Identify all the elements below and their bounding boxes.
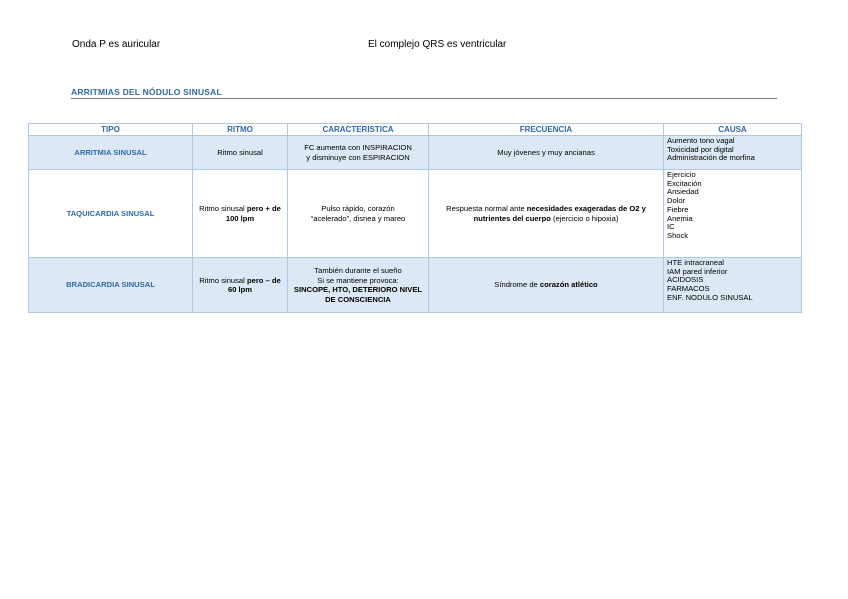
caracteristica-line: Pulso rápido, corazón [321,204,395,213]
header-frecuencia: FRECUENCIA [429,124,664,136]
causa-item: Aumento tono vagal [667,136,735,145]
note-p-wave: Onda P es auricular [72,39,161,50]
ritmo-emphasis: pero – de 60 lpm [227,275,281,294]
caracteristica-line: También durante el sueño [314,266,402,275]
cell-causa [664,136,802,170]
table-row [29,258,802,313]
causa-item: Shock [667,230,689,240]
table-row [29,136,802,170]
cell-tipo: TAQUICARDIA SINUSAL [29,170,193,258]
cell-caracteristica [288,258,429,313]
causa-item: Anemia [667,213,693,223]
causa-item: Excitación [667,178,702,188]
arrhythmia-table [28,123,802,313]
cell-caracteristica [288,170,429,258]
causa-item: ENF. NODULO SINUSAL [667,292,753,302]
cell-causa [664,258,802,313]
frecuencia-emphasis: corazón atlético [539,280,598,290]
cell-frecuencia [429,258,664,313]
causa-item: Ansiedad [667,187,699,197]
ritmo-text: Ritmo sinusal [199,204,247,213]
header-tipo: TIPO [29,124,193,136]
frecuencia-text: Respuesta normal ante [446,204,527,213]
causa-item: Administración de morfina [667,153,755,163]
ritmo-emphasis: pero + de 100 lpm [225,204,281,223]
cell-tipo: ARRITMIA SINUSAL [29,136,193,170]
causa-item: ACIDOSIS [667,275,704,285]
causa-item: IAM pared inferior [667,266,728,276]
header-causa: CAUSA [664,124,802,136]
cell-tipo: BRADICARDIA SINUSAL [29,258,193,313]
cell-frecuencia: Muy jóvenes y muy ancianas [429,136,664,170]
ritmo-text: Ritmo sinusal [199,275,247,285]
cell-causa [664,170,802,258]
caracteristica-line: “acelerado”, disnea y mareo [310,213,406,223]
cell-ritmo [193,170,288,258]
causa-item: IC [667,222,675,232]
caracteristica-line: y disminuye con ESPIRACION [306,152,410,162]
causa-item: Dolor [667,196,686,206]
causa-item: Fiebre [667,204,689,214]
table-row [29,170,802,258]
frecuencia-text: Síndrome de [494,280,540,290]
note-qrs-complex: El complejo QRS es ventricular [368,39,507,50]
cell-ritmo [193,258,288,313]
causa-item: HTE intracraneal [667,258,724,267]
cell-frecuencia [429,170,664,258]
causa-item: Ejercicio [667,170,696,179]
section-title: ARRITMIAS DEL NÓDULO SINUSAL [71,87,777,99]
cell-ritmo: Ritmo sinusal [193,136,288,170]
caracteristica-emphasis: SINCOPE, HTO, DETERIORO NIVEL DE CONSCIENCIA [293,285,423,304]
causa-item: FARMACOS [667,284,710,294]
frecuencia-note: (ejercicio o hipoxia) [550,213,619,223]
table-header-row [29,124,802,136]
caracteristica-line: Si se mantiene provoca: [317,275,399,285]
frecuencia-emphasis: necesidades exageradas de O2 y nutrientes del cuerpo [473,204,646,223]
header-ritmo: RITMO [193,124,288,136]
header-caracteristica: CARACTERISTICA [288,124,429,136]
caracteristica-line: FC aumenta con INSPIRACION [304,143,412,152]
causa-item: Toxicidad por digital [667,144,734,154]
cell-caracteristica [288,136,429,170]
